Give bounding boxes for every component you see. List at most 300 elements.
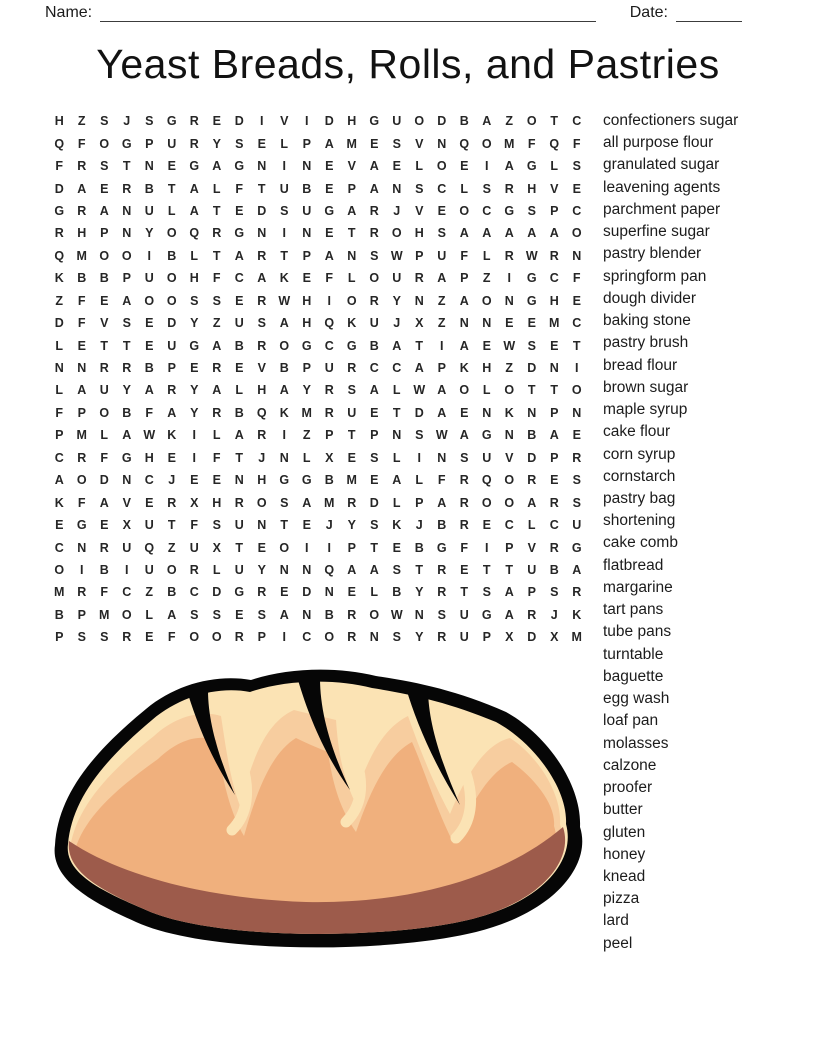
grid-cell: P (167, 361, 176, 376)
grid-cell: E (482, 518, 491, 533)
word-list-item: loaf pan (603, 712, 659, 730)
grid-cell: O (504, 383, 515, 398)
grid-cell: J (325, 518, 333, 533)
grid-cell: O (459, 383, 470, 398)
grid-cell: N (482, 405, 492, 420)
word-list-item: flatbread (603, 556, 664, 574)
grid-cell: E (55, 518, 64, 533)
grid-cell: E (392, 540, 401, 555)
grid-cell: V (415, 136, 424, 151)
grid-cell: N (144, 159, 154, 174)
grid-cell: A (54, 473, 64, 488)
grid-cell: D (212, 585, 222, 600)
grid-cell: T (122, 159, 131, 174)
word-list-item: cornstarch (603, 467, 676, 485)
grid-cell: P (370, 428, 379, 443)
grid-cell: Z (505, 114, 514, 129)
grid-cell: Y (347, 518, 356, 533)
grid-cell: K (167, 428, 177, 443)
grid-cell: O (436, 159, 447, 174)
grid-cell: G (369, 114, 380, 129)
grid-cell: A (212, 159, 222, 174)
grid-cell: U (99, 383, 109, 398)
grid-cell: N (324, 585, 334, 600)
grid-cell: R (347, 607, 357, 622)
grid-cell: R (324, 383, 334, 398)
grid-cell: R (369, 293, 379, 308)
grid-cell: J (168, 473, 176, 488)
grid-cell: A (347, 562, 357, 577)
grid-cell: D (257, 203, 267, 218)
grid-cell: Y (190, 383, 199, 398)
grid-cell: R (324, 405, 334, 420)
grid-cell: R (459, 473, 469, 488)
grid-cell: S (212, 293, 221, 308)
grid-cell: E (325, 181, 334, 196)
grid-cell: V (415, 203, 424, 218)
grid-cell: B (324, 607, 334, 622)
grid-cell: E (167, 450, 176, 465)
grid-cell: O (121, 607, 132, 622)
grid-cell: P (550, 203, 559, 218)
name-label: Name: (45, 4, 93, 21)
grid-cell: Z (437, 316, 446, 331)
grid-cell: Y (415, 630, 424, 645)
grid-cell: O (166, 293, 177, 308)
grid-cell: N (122, 203, 132, 218)
grid-cell: R (437, 562, 447, 577)
grid-cell: I (485, 540, 489, 555)
grid-cell: C (504, 518, 514, 533)
grid-cell: U (459, 607, 469, 622)
grid-cell: A (549, 226, 559, 241)
grid-cell: O (279, 338, 290, 353)
grid-cell: O (369, 271, 380, 286)
grid-cell: O (571, 383, 582, 398)
grid-cell: A (504, 226, 514, 241)
grid-cell: P (100, 226, 109, 241)
grid-cell: A (189, 181, 199, 196)
word-list-item: molasses (603, 734, 669, 752)
grid-cell: E (302, 271, 311, 286)
word-list-item: cake comb (603, 534, 678, 552)
grid-cell: L (482, 383, 491, 398)
grid-cell: I (260, 114, 264, 129)
bread-loaf-illustration (36, 664, 592, 960)
grid-cell: O (189, 630, 200, 645)
grid-cell: A (369, 181, 379, 196)
grid-cell: N (302, 226, 312, 241)
grid-cell: F (572, 271, 581, 286)
grid-cell: H (189, 271, 199, 286)
grid-cell: H (54, 114, 64, 129)
grid-cell: D (414, 405, 424, 420)
grid-cell: U (167, 136, 177, 151)
grid-cell: R (257, 585, 267, 600)
grid-cell: P (55, 428, 64, 443)
grid-cell: F (100, 450, 109, 465)
grid-cell: A (189, 203, 199, 218)
grid-cell: F (325, 271, 334, 286)
grid-cell: V (122, 495, 131, 510)
grid-cell: A (167, 405, 177, 420)
grid-cell: C (324, 338, 334, 353)
grid-cell: H (302, 293, 312, 308)
grid-cell: M (301, 405, 312, 420)
grid-cell: O (324, 630, 335, 645)
grid-cell: P (550, 450, 559, 465)
grid-cell: O (54, 562, 65, 577)
grid-cell: R (549, 248, 559, 263)
grid-cell: R (459, 518, 469, 533)
word-list-item: leavening agents (603, 178, 721, 196)
word-search-grid (48, 110, 588, 649)
grid-cell: E (145, 316, 154, 331)
grid-cell: N (77, 540, 87, 555)
grid-cell: I (80, 562, 84, 577)
grid-cell: C (122, 585, 132, 600)
grid-cell: E (235, 203, 244, 218)
grid-cell: O (256, 495, 267, 510)
grid-cell: B (302, 181, 312, 196)
grid-cell: N (302, 607, 312, 622)
grid-cell: J (123, 114, 131, 129)
grid-cell: E (460, 562, 469, 577)
grid-cell: G (526, 159, 537, 174)
grid-cell: T (235, 450, 244, 465)
grid-cell: G (481, 607, 492, 622)
grid-cell: R (459, 495, 469, 510)
grid-cell: N (257, 518, 267, 533)
grid-cell: S (572, 159, 581, 174)
grid-cell: W (525, 248, 538, 263)
grid-cell: A (437, 383, 447, 398)
grid-cell: E (280, 585, 289, 600)
grid-cell: O (504, 473, 515, 488)
grid-cell: N (572, 248, 582, 263)
grid-cell: B (122, 405, 132, 420)
grid-cell: N (302, 562, 312, 577)
grid-cell: P (302, 361, 311, 376)
word-list-item: turntable (603, 645, 664, 663)
grid-cell: E (145, 630, 154, 645)
grid-cell: E (302, 518, 311, 533)
grid-cell: A (324, 136, 334, 151)
grid-cell: L (212, 562, 221, 577)
grid-cell: T (572, 338, 581, 353)
grid-cell: U (189, 540, 199, 555)
grid-cell: R (347, 361, 357, 376)
grid-cell: U (437, 248, 447, 263)
grid-cell: A (77, 181, 87, 196)
grid-cell: G (301, 338, 312, 353)
grid-cell: P (527, 585, 536, 600)
grid-cell: L (235, 383, 244, 398)
grid-cell: Y (145, 226, 154, 241)
grid-cell: I (507, 271, 511, 286)
word-list-item: calzone (603, 756, 657, 774)
grid-cell: A (572, 562, 582, 577)
grid-cell: N (437, 136, 447, 151)
grid-cell: R (77, 203, 87, 218)
grid-cell: R (77, 159, 87, 174)
grid-cell: R (189, 136, 199, 151)
grid-cell: T (460, 585, 469, 600)
word-list-item: cake flour (603, 423, 671, 441)
grid-cell: G (234, 226, 245, 241)
grid-cell: E (257, 136, 266, 151)
grid-cell: E (370, 136, 379, 151)
grid-cell: O (279, 540, 290, 555)
grid-cell: F (437, 473, 446, 488)
word-list-item: pastry bag (603, 489, 676, 507)
grid-cell: A (369, 562, 379, 577)
grid-cell: D (527, 361, 537, 376)
grid-cell: V (550, 181, 559, 196)
word-list-item: springform pan (603, 267, 707, 285)
grid-cell: O (526, 114, 537, 129)
grid-cell: T (280, 248, 289, 263)
grid-cell: H (302, 316, 312, 331)
grid-cell: A (122, 428, 132, 443)
grid-cell: S (527, 338, 536, 353)
grid-cell: R (527, 607, 537, 622)
grid-cell: O (391, 226, 402, 241)
grid-cell: C (54, 540, 64, 555)
grid-cell: W (413, 383, 426, 398)
word-list-item: pastry brush (603, 334, 689, 352)
grid-cell: Y (190, 405, 199, 420)
grid-cell: G (481, 428, 492, 443)
grid-cell: T (257, 181, 266, 196)
grid-cell: P (347, 540, 356, 555)
grid-cell: P (257, 630, 266, 645)
grid-cell: V (257, 361, 266, 376)
grid-cell: I (575, 361, 579, 376)
grid-cell: D (369, 495, 379, 510)
grid-cell: O (571, 226, 582, 241)
grid-cell: Z (55, 293, 64, 308)
grid-cell: L (392, 495, 401, 510)
grid-cell: G (504, 203, 515, 218)
grid-cell: U (144, 518, 154, 533)
grid-cell: S (280, 203, 289, 218)
grid-cell: Y (122, 383, 131, 398)
grid-cell: H (527, 181, 537, 196)
grid-cell: D (234, 114, 244, 129)
grid-cell: A (459, 226, 469, 241)
grid-cell: S (415, 428, 424, 443)
grid-cell: S (280, 495, 289, 510)
word-list-item: confectioners sugar (603, 112, 739, 129)
grid-cell: A (504, 159, 514, 174)
grid-cell: C (234, 271, 244, 286)
grid-cell: E (572, 293, 581, 308)
grid-cell: E (167, 159, 176, 174)
grid-cell: E (392, 159, 401, 174)
grid-cell: B (549, 562, 559, 577)
grid-cell: R (167, 383, 177, 398)
grid-cell: H (144, 450, 154, 465)
grid-cell: L (190, 248, 199, 263)
grid-cell: N (437, 450, 447, 465)
grid-cell: T (122, 338, 131, 353)
grid-cell: S (392, 562, 401, 577)
grid-cell: U (302, 203, 312, 218)
grid-cell: A (279, 607, 289, 622)
grid-cell: U (144, 271, 154, 286)
grid-cell: C (549, 271, 559, 286)
grid-cell: O (481, 136, 492, 151)
grid-cell: E (482, 338, 491, 353)
grid-cell: L (212, 428, 221, 443)
grid-cell: S (212, 518, 221, 533)
grid-cell: R (257, 293, 267, 308)
word-list-item: pizza (603, 890, 640, 908)
grid-cell: T (482, 562, 491, 577)
grid-cell: A (167, 607, 177, 622)
grid-cell: I (125, 562, 129, 577)
grid-cell: X (505, 630, 514, 645)
grid-cell: N (459, 316, 469, 331)
grid-cell: B (99, 562, 109, 577)
grid-cell: S (100, 630, 109, 645)
grid-cell: E (100, 293, 109, 308)
grid-cell: N (414, 293, 424, 308)
grid-cell: Y (257, 562, 266, 577)
grid-cell: F (212, 450, 221, 465)
grid-cell: W (435, 428, 448, 443)
grid-cell: V (527, 540, 536, 555)
grid-cell: L (527, 518, 536, 533)
grid-cell: J (415, 518, 423, 533)
grid-cell: C (482, 203, 492, 218)
grid-cell: O (481, 495, 492, 510)
grid-cell: A (437, 495, 447, 510)
grid-cell: X (550, 630, 559, 645)
grid-cell: A (347, 203, 357, 218)
grid-cell: O (166, 226, 177, 241)
grid-cell: Q (549, 136, 560, 151)
grid-cell: R (99, 540, 109, 555)
grid-cell: D (302, 585, 312, 600)
grid-cell: M (346, 136, 357, 151)
grid-cell: F (55, 159, 64, 174)
grid-cell: D (324, 114, 334, 129)
grid-cell: N (279, 562, 289, 577)
grid-cell: L (392, 450, 401, 465)
grid-cell: P (302, 248, 311, 263)
grid-cell: I (327, 540, 331, 555)
grid-cell: K (54, 495, 64, 510)
grid-cell: G (324, 203, 335, 218)
grid-cell: G (166, 114, 177, 129)
grid-cell: S (370, 450, 379, 465)
grid-cell: W (390, 248, 403, 263)
grid-cell: T (212, 203, 221, 218)
grid-cell: X (122, 518, 131, 533)
grid-cell: F (77, 316, 86, 331)
grid-cell: E (235, 607, 244, 622)
grid-cell: Q (144, 540, 155, 555)
grid-cell: Y (392, 293, 401, 308)
grid-cell: E (460, 159, 469, 174)
grid-cell: E (77, 338, 86, 353)
grid-cell: S (190, 607, 199, 622)
grid-cell: G (234, 159, 245, 174)
grid-cell: L (280, 136, 289, 151)
grid-cell: V (100, 316, 109, 331)
grid-cell: N (414, 607, 424, 622)
grid-cell: A (459, 338, 469, 353)
grid-cell: O (459, 203, 470, 218)
grid-cell: P (325, 428, 334, 443)
grid-cell: X (190, 495, 199, 510)
grid-cell: C (369, 361, 379, 376)
grid-cell: A (234, 248, 244, 263)
grid-cell: M (571, 630, 582, 645)
grid-cell: Z (167, 540, 176, 555)
grid-cell: E (437, 203, 446, 218)
grid-cell: E (550, 338, 559, 353)
grid-cell: N (122, 473, 132, 488)
grid-cell: L (145, 607, 154, 622)
grid-cell: R (122, 361, 132, 376)
grid-cell: N (482, 316, 492, 331)
grid-cell: O (481, 293, 492, 308)
grid-cell: N (392, 428, 402, 443)
grid-cell: T (550, 114, 559, 129)
grid-cell: O (414, 114, 425, 129)
grid-cell: R (504, 248, 514, 263)
grid-cell: B (234, 405, 244, 420)
word-list-item: butter (603, 801, 643, 819)
grid-cell: U (144, 562, 154, 577)
grid-cell: U (482, 450, 492, 465)
word-list-item: tart pans (603, 601, 664, 619)
grid-cell: M (346, 473, 357, 488)
grid-cell: O (211, 630, 222, 645)
grid-cell: S (100, 114, 109, 129)
grid-cell: G (189, 159, 200, 174)
grid-cell: R (257, 248, 267, 263)
grid-cell: F (77, 136, 86, 151)
grid-cell: A (369, 383, 379, 398)
grid-cell: E (145, 495, 154, 510)
grid-cell: F (145, 405, 154, 420)
grid-cell: N (549, 361, 559, 376)
grid-cell: E (370, 405, 379, 420)
grid-cell: E (347, 585, 356, 600)
grid-cell: K (504, 405, 514, 420)
grid-cell: O (504, 495, 515, 510)
grid-cell: C (54, 450, 64, 465)
grid-cell: I (485, 159, 489, 174)
grid-cell: R (167, 495, 177, 510)
grid-cell: D (527, 630, 537, 645)
grid-cell: P (77, 405, 86, 420)
grid-cell: I (282, 428, 286, 443)
grid-cell: L (55, 338, 64, 353)
word-list-item: dough divider (603, 289, 697, 307)
grid-cell: N (392, 181, 402, 196)
grid-cell: F (55, 405, 64, 420)
grid-cell: A (504, 607, 514, 622)
grid-cell: N (257, 159, 267, 174)
grid-cell: A (279, 383, 289, 398)
grid-cell: J (258, 450, 266, 465)
grid-cell: L (302, 450, 311, 465)
